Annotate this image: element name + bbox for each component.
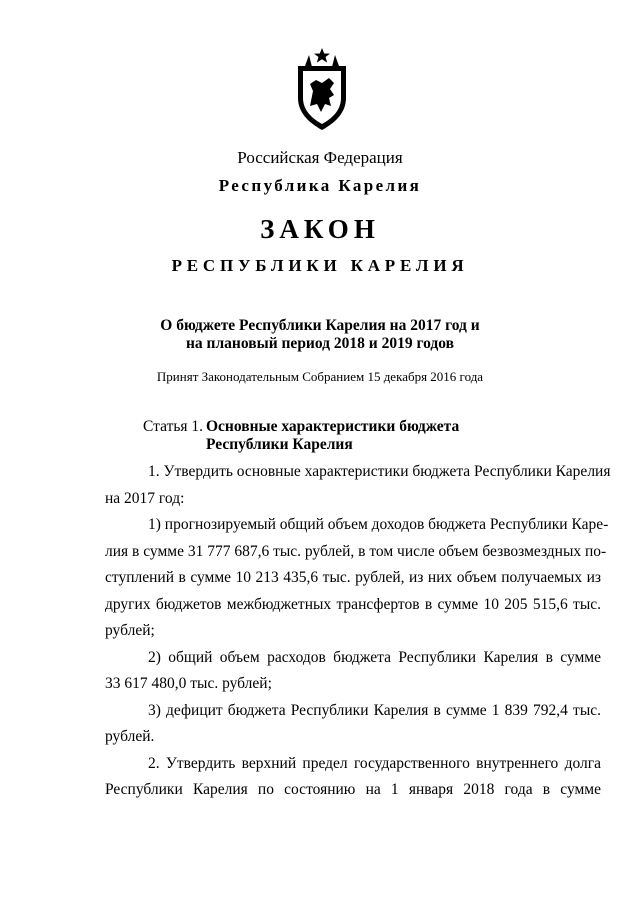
body-line: ступлений в сумме 10 213 435,6 тыс. рублей, из них объем получаемых из <box>105 569 601 586</box>
body-line: 2. Утвердить верхний предел государственного внутреннего долга <box>148 754 601 772</box>
body-line: на 2017 год: <box>105 489 185 507</box>
article-number: Статья 1. <box>143 418 204 435</box>
article-name-line-1: Основные характеристики бюджета <box>206 418 460 435</box>
body-line: рублей. <box>105 728 155 745</box>
karelia-coat-of-arms-icon <box>295 46 349 132</box>
adoption-note: Принят Законодательным Собранием 15 декабря 2016 года <box>156 369 484 384</box>
body-line: лия в сумме 31 777 687,6 тыс. рублей, в том числе объем безвозмездных по- <box>105 542 607 560</box>
law-title-line-2: на плановый период 2018 и 2019 годов <box>186 335 454 352</box>
body-line: 1. Утвердить основные характеристики бюджета Республики Карелия <box>148 463 611 480</box>
body-line: 3) дефицит бюджета Республики Карелия в сумме 1 839 792,4 тыс. <box>148 701 601 719</box>
document-type-heading: ЗАКОН <box>260 214 380 244</box>
body-line: 1) прогнозируемый общий объем доходов бюджета Республики Каре- <box>148 516 609 533</box>
body-line: Республики Карелия по состоянию на 1 января 2018 года в сумме <box>105 781 601 798</box>
article-name-line-2: Республики Карелия <box>206 436 353 453</box>
law-title-line-1: О бюджете Республики Карелия на 2017 год и <box>160 317 480 334</box>
body-line: других бюджетов межбюджетных трансфертов в сумме 10 205 515,6 тыс. <box>105 595 601 613</box>
body-line: 2) общий объем расходов бюджета Республики Карелия в сумме <box>148 648 601 666</box>
republic-name: Республика Карелия <box>218 176 422 195</box>
article-heading <box>143 418 459 454</box>
country-name: Российская Федерация <box>237 148 403 167</box>
article-body <box>105 459 611 804</box>
body-line: 33 617 480,0 тыс. рублей; <box>105 675 272 692</box>
issuer-heading: РЕСПУБЛИКИ КАРЕЛИЯ <box>171 256 469 275</box>
body-line: рублей; <box>105 622 155 639</box>
